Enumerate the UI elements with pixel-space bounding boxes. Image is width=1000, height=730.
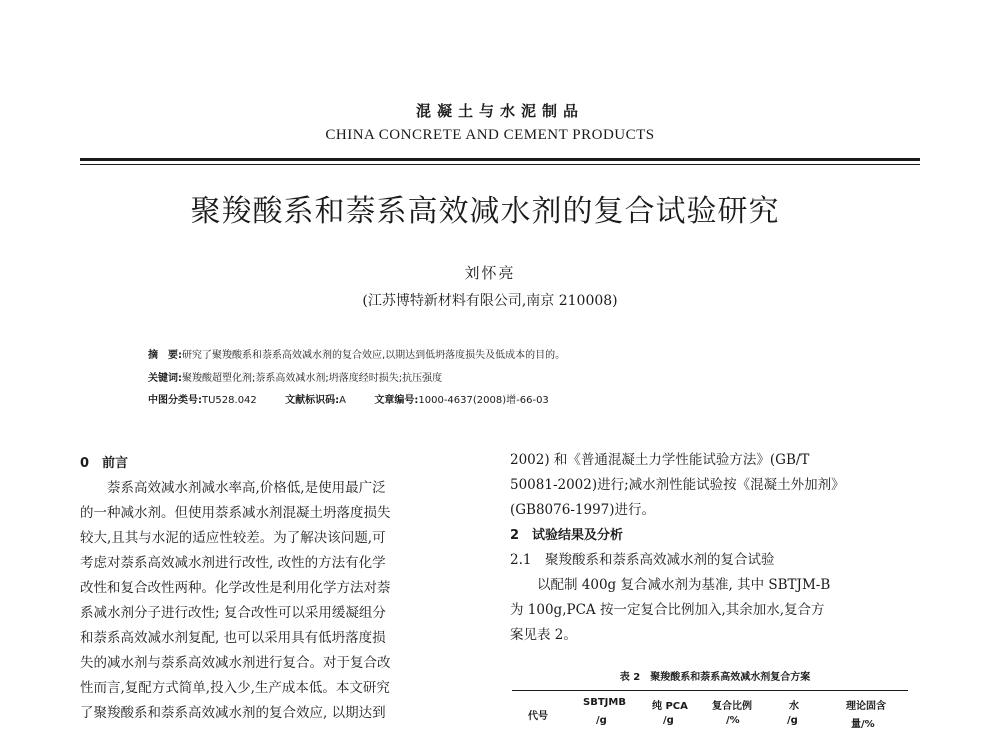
table-header-cell: /g [787, 715, 798, 726]
section-heading-results: 2 试验结果及分析 [510, 528, 624, 543]
body-line: 为 100g,PCA 按一定复合比例加入,其余加水,复合方 [510, 602, 825, 618]
article-author: 刘怀亮 [464, 264, 516, 282]
body-line: 系减水剂分子进行改性; 复合改性可以采用缓凝组分 [80, 605, 386, 621]
table-header-cell: 纯 PCA [652, 701, 688, 712]
article-number-label: 文章编号: [374, 395, 419, 406]
journal-name-cn: 混凝土与水泥制品 [415, 102, 584, 120]
article-title: 聚羧酸系和萘系高效减水剂的复合试验研究 [190, 194, 780, 229]
doc-code-value: A [339, 395, 346, 406]
table-caption: 表 2 聚羧酸系和萘系高效减水剂复合方案 [619, 672, 811, 683]
body-line: 案见表 2。 [510, 627, 577, 643]
left-column [80, 451, 480, 726]
subsection-heading: 2.1 聚羧酸系和萘系高效减水剂的复合试验 [510, 552, 775, 568]
abstract-line [148, 346, 565, 361]
abstract-text: 研究了聚羧酸系和萘系高效减水剂的复合效应,以期达到低坍落度损失及低成本的目的。 [182, 350, 566, 361]
classification-line [148, 391, 549, 406]
body-line: (GB8076-1997)进行。 [510, 502, 656, 518]
table-header-cell: 代号 [528, 711, 548, 722]
keywords-label: 关键词: [148, 373, 182, 384]
body-line: 较大,且其与水泥的适应性较差。为了解决该问题,可 [80, 530, 386, 546]
body-line: 的一种减水剂。但使用萘系减水剂混凝土坍落度损失 [80, 505, 391, 521]
section-heading-intro: 0 前言 [80, 456, 129, 471]
body-line: 性而言,复配方式简单,投入少,生产成本低。本文研究 [80, 680, 390, 696]
body-line: 和萘系高效减水剂复配, 也可以采用具有低坍落度损 [80, 630, 386, 646]
right-column [510, 448, 920, 648]
body-line: 萘系高效减水剂减水率高,价格低,是使用最广泛 [107, 480, 386, 496]
body-line: 以配制 400g 复合减水剂为基准, 其中 SBTJM-B [537, 577, 831, 593]
body-line: 考虑对萘系高效减水剂进行改性, 改性的方法有化学 [80, 555, 386, 571]
clc-label: 中图分类号: [148, 395, 202, 406]
table-header-cell: /g [596, 715, 607, 726]
body-line: 改性和复合改性两种。化学改性是利用化学方法对萘 [80, 580, 391, 596]
body-line: 2002) 和《普通混凝土力学性能试验方法》(GB/T [510, 452, 810, 468]
table-top-rule [512, 690, 908, 691]
body-line: 50081-2002)进行;减水剂性能试验按《混凝土外加剂》 [510, 477, 845, 493]
header-rule-thick [80, 158, 920, 161]
table-header-cell: /% [726, 715, 740, 726]
body-line: 失的减水剂与萘系高效减水剂进行复合。对于复合改 [80, 655, 391, 671]
article-affiliation: (江苏博特新材料有限公司,南京 210008) [362, 293, 618, 309]
keywords-text: 聚羧酸超塑化剂;萘系高效减水剂;坍落度经时损失;抗压强度 [182, 373, 443, 384]
clc-value: TU528.042 [202, 395, 257, 406]
table-header-cell: /g [663, 715, 674, 726]
abstract-label: 摘 要: [148, 350, 182, 361]
table-header-cell: 量/% [851, 719, 875, 730]
table-header-cell: SBTJMB [583, 697, 626, 708]
doc-code-label: 文献标识码: [285, 395, 340, 406]
body-line: 了聚羧酸系和萘系高效减水剂的复合效应, 以期达到 [80, 705, 386, 721]
table-header-cell: 水 [789, 701, 799, 712]
keywords-line [148, 369, 442, 384]
table-header-cell: 复合比例 [712, 701, 752, 712]
table-header-cell: 理论固含 [846, 701, 886, 712]
journal-name-en: CHINA CONCRETE AND CEMENT PRODUCTS [325, 127, 655, 143]
article-number-value: 1000-4637(2008)增-66-03 [418, 395, 549, 406]
header-rule-thin [80, 164, 920, 165]
